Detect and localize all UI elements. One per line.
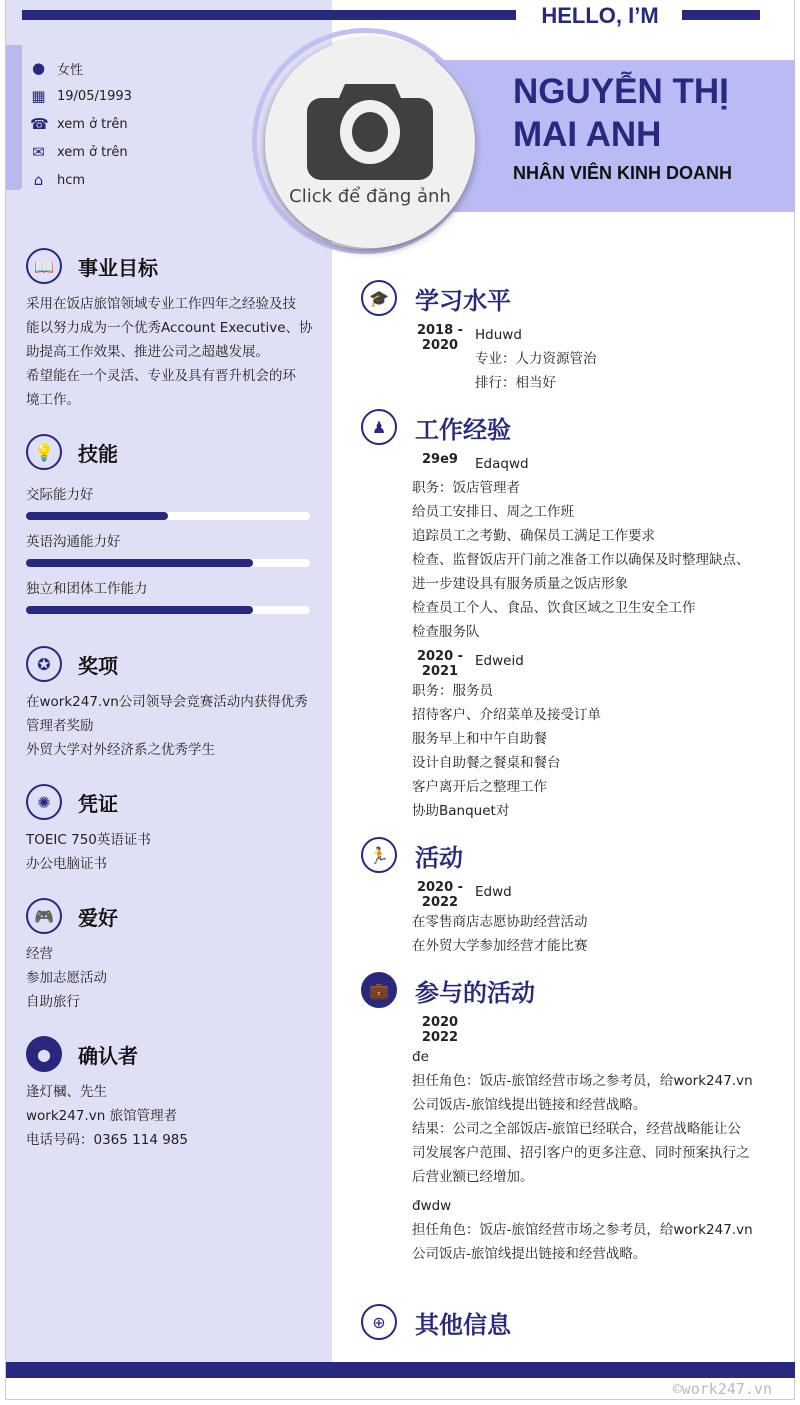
date-start: 2020	[421, 1015, 459, 1030]
date-start: 2018 -	[416, 323, 464, 338]
envelope-icon: ✉	[32, 142, 45, 161]
skills-title: 技能	[78, 441, 118, 466]
job-date	[412, 452, 468, 467]
career-title: 事业目标	[78, 255, 158, 280]
plus-circle-icon: ⊕	[361, 1304, 397, 1340]
job-line: 职务：服务员	[412, 683, 493, 699]
date-end: 2021	[421, 664, 459, 679]
project-line: 司发展客户范围、招引客户的更多注意、同时预案执行之	[412, 1145, 750, 1161]
email-value: xem ở trên	[57, 144, 128, 160]
job-line: 招待客户、介绍菜单及接受订单	[412, 707, 601, 723]
contact-gender	[30, 58, 83, 78]
contact-address	[30, 170, 85, 190]
experience-heading	[361, 409, 511, 445]
date-start: 2020 -	[416, 880, 464, 895]
project-line: 担任角色：饭店-旅馆经营市场之参考员，给work247.vn	[412, 1222, 753, 1238]
project-line: 后营业额已经增加。	[412, 1169, 534, 1185]
job-line: 进一步建设具有服务质量之饭店形象	[412, 576, 628, 592]
activity-org: Edwd	[475, 884, 512, 900]
address-value: hcm	[57, 172, 86, 188]
date-start: 29e9	[422, 452, 458, 467]
certs-heading	[26, 784, 118, 820]
education-details	[475, 323, 800, 395]
date-end: 2022	[421, 895, 459, 910]
project-line: 担任角色：饭店-旅馆经营市场之参考员，给work247.vn	[412, 1073, 753, 1089]
running-person-icon: 🏃	[361, 837, 397, 873]
date-start: 2020 -	[416, 649, 464, 664]
job-company: Edweid	[475, 653, 524, 669]
lightbulb-icon: 💡	[26, 434, 62, 470]
hobby-line: 经营	[26, 946, 53, 962]
job-line: 职务：饭店管理者	[412, 480, 520, 496]
full-name	[513, 70, 729, 156]
activities-title: 活动	[415, 843, 463, 872]
job-lines	[412, 679, 782, 823]
project-date	[412, 1015, 468, 1045]
hello-heading: HELLO, I’M	[541, 3, 659, 28]
camera-icon	[307, 80, 433, 180]
contact-birthday	[30, 86, 132, 106]
references-text	[26, 1080, 316, 1152]
awards-text	[26, 690, 316, 762]
home-icon: ⌂	[33, 170, 44, 189]
hobbies-text	[26, 942, 316, 1014]
job-line: 追踪员工之考勤、确保员工满足工作要求	[412, 528, 655, 544]
skill-label: 交际能力好	[26, 487, 94, 503]
job-line: 服务早上和中午自助餐	[412, 731, 547, 747]
project-name: đwdw	[412, 1198, 452, 1214]
contact-email	[30, 142, 128, 162]
phone-icon: ☎	[30, 114, 49, 133]
cert-line: 办公电脑证书	[26, 856, 107, 872]
cert-line: TOEIC 750英语证书	[26, 832, 151, 848]
career-line: 助提高工作效果、推进公司之超越发展。	[26, 344, 269, 360]
award-line: 在work247.vn公司领导会竞赛活动内获得优秀	[26, 694, 308, 710]
job-line: 协助Banquet对	[412, 803, 510, 819]
graduation-cap-icon: 🎓	[361, 280, 397, 316]
job-line: 检查员工个人、食品、饮食区域之卫生安全工作	[412, 600, 696, 616]
certificate-icon: ✺	[26, 784, 62, 820]
career-line: 采用在饭店旅馆领域专业工作四年之经验及技	[26, 296, 296, 312]
career-line: 能以努力成为一个优秀Account Executive、协	[26, 320, 313, 336]
hobbies-heading	[26, 898, 118, 934]
gender-value: 女性	[57, 62, 84, 78]
job-line: 设计自助餐之餐桌和餐台	[412, 755, 561, 771]
awards-title: 奖项	[78, 653, 118, 678]
person-icon: ●	[26, 1036, 62, 1072]
award-line: 外贸大学对外经济系之优秀学生	[26, 742, 215, 758]
skill-label: 独立和团体工作能力	[26, 581, 148, 597]
activity-lines	[412, 910, 782, 958]
user-icon: ●	[31, 58, 46, 77]
photo-label: Click để đăng ảnh	[289, 186, 451, 207]
project-item	[412, 1045, 782, 1189]
book-icon: 📖	[26, 248, 62, 284]
project-line: 结果：公司之全部饭店-旅馆已经联合，经营战略能让公	[412, 1121, 741, 1137]
skill-bar-fill	[26, 559, 253, 567]
other-heading	[361, 1304, 511, 1340]
school: Hduwd	[475, 327, 522, 343]
name-line-1: NGUYỄN THỊ	[513, 72, 729, 111]
projects-heading	[361, 972, 535, 1008]
projects-title: 参与的活动	[415, 978, 535, 1007]
calendar-icon: ▦	[31, 86, 46, 105]
contact-phone	[30, 114, 128, 134]
job-line: 给员工安排日、周之工作班	[412, 504, 574, 520]
reference-line: work247.vn 旅馆管理者	[26, 1108, 178, 1124]
education-title: 学习水平	[415, 286, 511, 315]
awards-heading	[26, 646, 118, 682]
footer-bar	[6, 1362, 795, 1378]
medal-icon: ✪	[26, 646, 62, 682]
other-title: 其他信息	[415, 1310, 511, 1339]
upload-photo-button[interactable]	[265, 38, 475, 248]
job-line: 检查、监督饭店开门前之准备工作以确保及时整理缺点、	[412, 552, 750, 568]
birthday-value: 19/05/1993	[57, 88, 132, 104]
hobby-line: 参加志愿活动	[26, 970, 107, 986]
contact-stripe	[6, 45, 22, 190]
job-line: 客户离开后之整理工作	[412, 779, 547, 795]
activity-line: 在零售商店志愿协助经营活动	[412, 914, 588, 930]
job-line: 检查服务队	[412, 624, 480, 640]
career-line: 希望能在一个灵活、专业及具有晋升机会的环	[26, 368, 296, 384]
references-title: 确认者	[78, 1043, 138, 1068]
reference-line: 逢灯槶、先生	[26, 1084, 107, 1100]
skill-bar	[26, 559, 310, 567]
skill-bar	[26, 606, 310, 614]
activity-date	[412, 880, 468, 910]
rank: 排行：相当好	[475, 375, 556, 391]
certs-title: 凭证	[78, 791, 118, 816]
skill-bar	[26, 512, 310, 520]
job-title: NHÂN VIÊN KINH DOANH	[513, 163, 733, 183]
name-line-2: MAI ANH	[513, 115, 662, 154]
gamepad-icon: 🎮	[26, 898, 62, 934]
reference-line: 电话号码：0365 114 985	[26, 1132, 188, 1148]
job-date	[412, 649, 468, 679]
project-line: 公司饭店-旅馆线提出链接和经营战略。	[412, 1246, 647, 1262]
education-date	[412, 323, 468, 353]
job-company: Edaqwd	[475, 456, 529, 472]
skill-bar-fill	[26, 512, 168, 520]
award-line: 管理者奖励	[26, 718, 94, 734]
experience-title: 工作经验	[415, 415, 511, 444]
activities-heading	[361, 837, 463, 873]
job-lines	[412, 476, 782, 644]
date-end: 2020	[421, 338, 459, 353]
career-heading	[26, 248, 158, 284]
project-item	[412, 1194, 782, 1266]
skill-label: 英语沟通能力好	[26, 534, 121, 550]
career-text	[26, 292, 316, 412]
education-heading	[361, 280, 511, 316]
date-end: 2022	[421, 1030, 459, 1045]
career-line: 境工作。	[26, 392, 80, 408]
hobbies-title: 爱好	[78, 905, 118, 930]
project-name: đe	[412, 1049, 429, 1065]
top-bar-left	[22, 10, 516, 20]
copyright: ©work247.vn	[672, 1380, 772, 1398]
phone-value: xem ở trên	[57, 116, 128, 132]
hobby-line: 自助旅行	[26, 994, 80, 1010]
activity-line: 在外贸大学参加经营才能比赛	[412, 938, 588, 954]
certs-text	[26, 828, 316, 876]
major: 专业：人力资源管治	[475, 351, 597, 367]
project-line: 公司饭店-旅馆线提出链接和经营战略。	[412, 1097, 647, 1113]
top-bar-right	[682, 10, 760, 20]
briefcase-icon: 💼	[361, 972, 397, 1008]
employee-icon: ♟	[361, 409, 397, 445]
references-heading	[26, 1036, 138, 1072]
skills-heading	[26, 434, 118, 470]
skill-bar-fill	[26, 606, 253, 614]
